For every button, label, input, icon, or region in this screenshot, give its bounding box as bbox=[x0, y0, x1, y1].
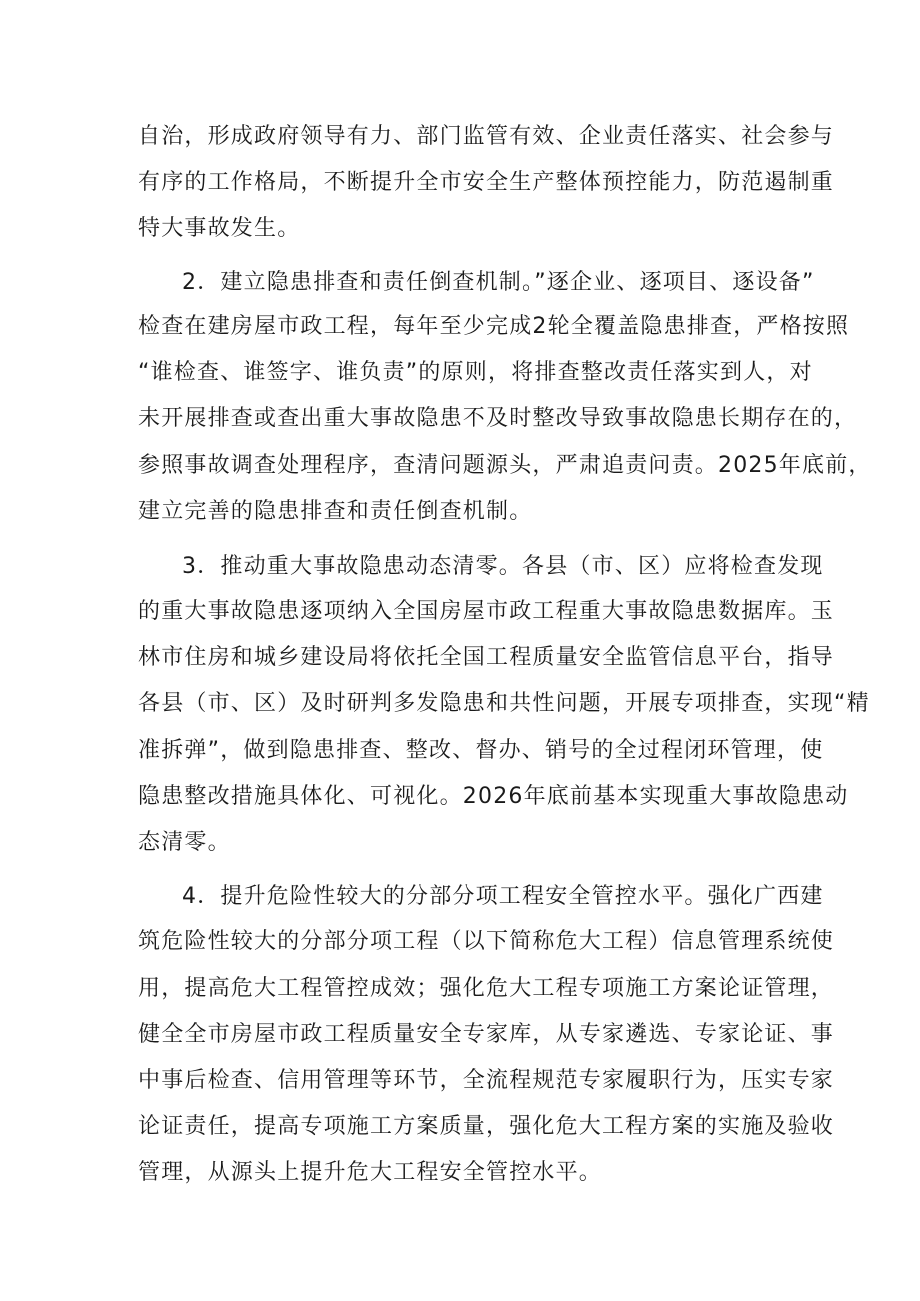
text-line: 筑危险性较大的分部分项工程（以下简称危大工程）信息管理系统使 bbox=[138, 929, 835, 954]
text-line: 准拆弹”，做到隐患排查、整改、督办、销号的全过程闭环管理，使 bbox=[138, 738, 824, 763]
text-line: 的重大事故隐患逐项纳入全国房屋市政工程重大事故隐患数据库。玉 bbox=[138, 599, 835, 624]
text-line: 用，提高危大工程管控成效；强化危大工程专项施工方案论证管理， bbox=[138, 976, 835, 1001]
text-line: 4．提升危险性较大的分部分项工程安全管控水平。强化广西建 bbox=[182, 884, 824, 909]
text-line: “谁检查、谁签字、谁负责”的原则，将排查整改责任落实到人，对 bbox=[138, 360, 813, 385]
text-line: 隐患整改措施具体化、可视化。2026年底前基本实现重大事故隐患动 bbox=[138, 784, 849, 809]
text-line: 建立完善的隐患排查和责任倒查机制。 bbox=[138, 499, 533, 524]
text-line: 参照事故调查处理程序，查清问题源头，严肃追责问责。2025年底前， bbox=[138, 453, 872, 478]
text-line: 态清零。 bbox=[138, 830, 231, 855]
text-line: 林市住房和城乡建设局将依托全国工程质量安全监管信息平台，指导 bbox=[138, 645, 835, 670]
text-line: 自治，形成政府领导有力、部门监管有效、企业责任落实、社会参与 bbox=[138, 124, 835, 149]
text-line: 3．推动重大事故隐患动态清零。各县（市、区）应将检查发现 bbox=[182, 554, 824, 579]
text-line: 管理，从源头上提升危大工程安全管控水平。 bbox=[138, 1160, 603, 1185]
text-line: 有序的工作格局，不断提升全市安全生产整体预控能力，防范遏制重 bbox=[138, 170, 835, 195]
text-line: 健全全市房屋市政工程质量安全专家库，从专家遴选、专家论证、事 bbox=[138, 1022, 835, 1047]
text-line: 2．建立隐患排查和责任倒查机制。”逐企业、逐项目、逐设备” bbox=[182, 270, 815, 295]
text-line: 检查在建房屋市政工程，每年至少完成2轮全覆盖隐患排查，严格按照 bbox=[138, 314, 850, 339]
text-line: 各县（市、区）及时研判多发隐患和共性问题，开展专项排查，实现“精 bbox=[138, 691, 870, 716]
text-line: 论证责任，提高专项施工方案质量，强化危大工程方案的实施及验收 bbox=[138, 1114, 835, 1139]
text-line: 中事后检查、信用管理等环节，全流程规范专家履职行为，压实专家 bbox=[138, 1068, 835, 1093]
text-line: 未开展排查或查出重大事故隐患不及时整改导致事故隐患长期存在的， bbox=[138, 406, 858, 431]
text-line: 特大事故发生。 bbox=[138, 216, 301, 241]
